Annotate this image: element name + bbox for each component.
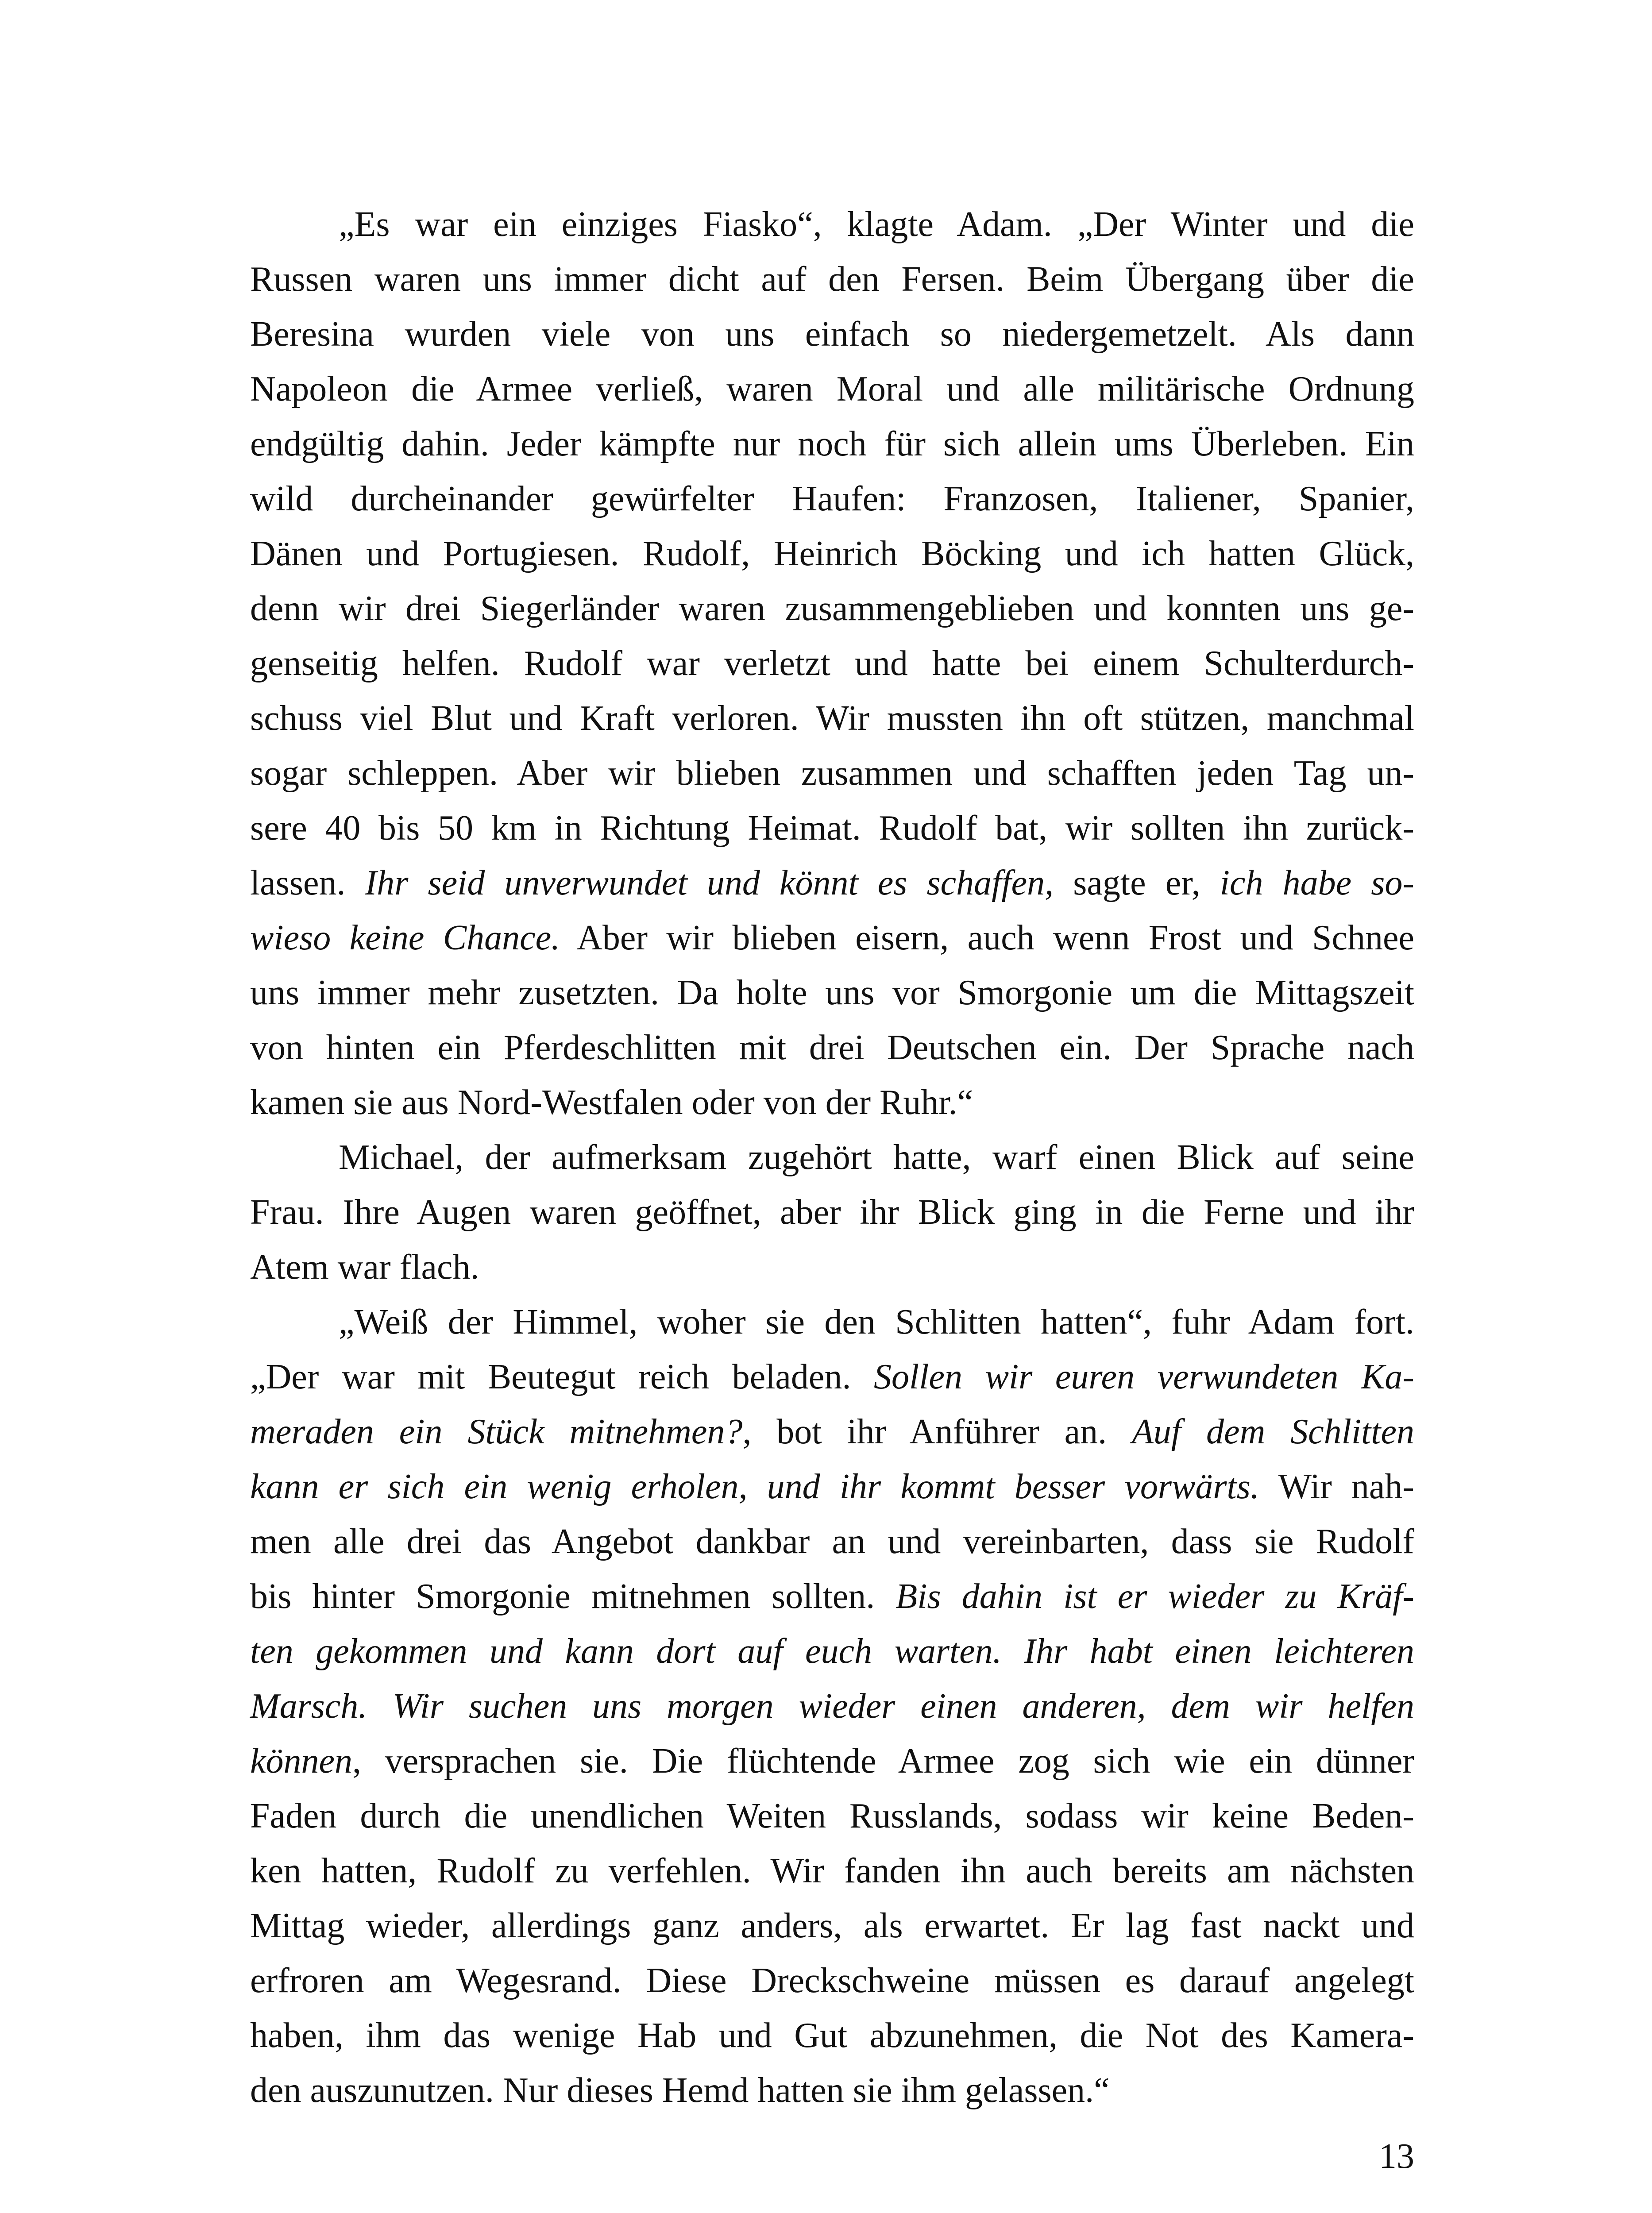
text-run: Russen waren uns immer dicht auf den Fersen. Beim Übergang über die [250,260,1414,299]
text-run: den auszunutzen. Nur dieses Hemd hatten sie ihm gelassen.“ [250,2071,1110,2110]
text-line [250,1295,1414,1349]
text-line [250,691,1414,746]
text-run: genseitig helfen. Rudolf war verletzt und hatte bei einem Schulterdurch- [250,644,1414,683]
text-line [250,1734,1414,1789]
text-line [250,1679,1414,1734]
text-line [250,581,1414,636]
text-line [250,1240,1414,1295]
text-run: schuss viel Blut und Kraft verloren. Wir mussten ihn oft stützen, manchmal [250,699,1414,738]
text-line [250,1514,1414,1569]
text-run: men alle drei das Angebot dankbar an und vereinbarten, dass sie Rudolf [250,1522,1414,1561]
text-run: sere 40 bis 50 km in Richtung Heimat. Rudolf bat, wir sollten ihn zurück- [250,809,1414,848]
text-run: Michael, der aufmerksam zugehört hatte, warf einen Blick auf seine [339,1138,1414,1177]
text-line [250,1898,1414,1953]
text-line [250,965,1414,1020]
italic-text-run: Marsch. Wir suchen uns morgen wieder einen anderen, dem wir helfen [250,1687,1414,1726]
text-line [250,252,1414,307]
text-run: Dänen und Portugiesen. Rudolf, Heinrich Böcking und ich hatten Glück, [250,534,1414,573]
italic-text-run: ten gekommen und kann dort auf euch warten. Ihr habt einen leichteren [250,1632,1414,1671]
text-run: „Es war ein einziges Fiasko“, klagte Adam. „Der Winter und die [339,205,1414,244]
text-run: Atem war flach. [250,1248,479,1287]
italic-text-run: Bis dahin ist er wieder zu Kräf- [895,1577,1415,1616]
text-run: Aber wir blieben eisern, auch wenn Frost und Schnee [560,918,1415,957]
text-line [250,1020,1414,1075]
text-line [250,910,1414,965]
text-line [250,307,1414,362]
text-run: ken hatten, Rudolf zu verfehlen. Wir fanden ihn auch bereits am nächsten [250,1851,1414,1890]
body-text [250,197,1414,2118]
text-run: Beresina wurden viele von uns einfach so niedergemetzelt. Als dann [250,315,1414,354]
text-run: Napoleon die Armee verließ, waren Moral und alle militärische Ordnung [250,370,1414,409]
text-run: , bot ihr Anführer an. [742,1412,1132,1451]
text-line [250,1349,1414,1404]
text-run: Faden durch die unendlichen Weiten Russlands, sodass wir keine Beden- [250,1797,1414,1835]
text-line [250,526,1414,581]
text-line [250,1130,1414,1185]
italic-text-run: Auf dem Schlitten [1132,1412,1415,1451]
text-run: Wir nah- [1259,1467,1415,1506]
text-run: „Weiß der Himmel, woher sie den Schlitten hatten“, fuhr Adam fort. [339,1303,1414,1342]
text-line [250,2008,1414,2063]
text-run: bis hinter Smorgonie mitnehmen sollten. [250,1577,896,1616]
text-run: kamen sie aus Nord-Westfalen oder von der Ruhr.“ [250,1083,973,1122]
text-run: Frau. Ihre Augen waren geöffnet, aber ihr Blick ging in die Ferne und ihr [250,1193,1414,1232]
text-run: lassen. [250,864,365,902]
italic-text-run: meraden ein Stück mitnehmen? [250,1412,743,1451]
text-run: endgültig dahin. Jeder kämpfte nur noch für sich allein ums Überleben. Ein [250,424,1414,463]
text-run: von hinten ein Pferdeschlitten mit drei Deutschen ein. Der Sprache nach [250,1028,1414,1067]
text-run: erfroren am Wegesrand. Diese Dreckschweine müssen es darauf angelegt [250,1961,1414,2000]
italic-text-run: Ihr seid unverwundet und könnt es schaffen, [365,864,1054,902]
text-line [250,1789,1414,1843]
text-line [250,1185,1414,1240]
text-line [250,197,1414,252]
text-line [250,416,1414,471]
text-line [250,2063,1414,2118]
text-run: haben, ihm das wenige Hab und Gut abzunehmen, die Not des Kamera- [250,2016,1414,2055]
italic-text-run: kann er sich ein wenig erholen, und ihr kommt besser vorwärts. [250,1467,1259,1506]
text-run: sogar schleppen. Aber wir blieben zusammen und schafften jeden Tag un- [250,754,1414,793]
text-run: Mittag wieder, allerdings ganz anders, als erwartet. Er lag fast nackt und [250,1906,1414,1945]
text-line [250,856,1414,910]
text-line [250,636,1414,691]
text-run: denn wir drei Siegerländer waren zusammengeblieben und konnten uns ge- [250,589,1414,628]
text-line [250,1459,1414,1514]
text-line [250,1843,1414,1898]
text-line [250,1404,1414,1459]
text-run: wild durcheinander gewürfelter Haufen: Franzosen, Italiener, Spanier, [250,479,1414,518]
text-line [250,471,1414,526]
italic-text-run: wieso keine Chance. [250,918,560,957]
page-number: 13 [1379,2137,1414,2176]
italic-text-run: Sollen wir euren verwundeten Ka- [874,1357,1414,1396]
italic-text-run: können [250,1742,353,1781]
italic-text-run: ich habe so- [1220,864,1414,902]
text-line [250,746,1414,801]
text-run: uns immer mehr zusetzten. Da holte uns vor Smorgonie um die Mittagszeit [250,973,1414,1012]
text-run: sagte er, [1054,864,1220,902]
text-line [250,1075,1414,1130]
text-run: , versprachen sie. Die flüchtende Armee zog sich wie ein dünner [352,1742,1414,1781]
text-line [250,362,1414,416]
text-line [250,1624,1414,1679]
text-line [250,1953,1414,2008]
text-line [250,801,1414,856]
text-line [250,1569,1414,1624]
text-run: „Der war mit Beutegut reich beladen. [250,1357,874,1396]
